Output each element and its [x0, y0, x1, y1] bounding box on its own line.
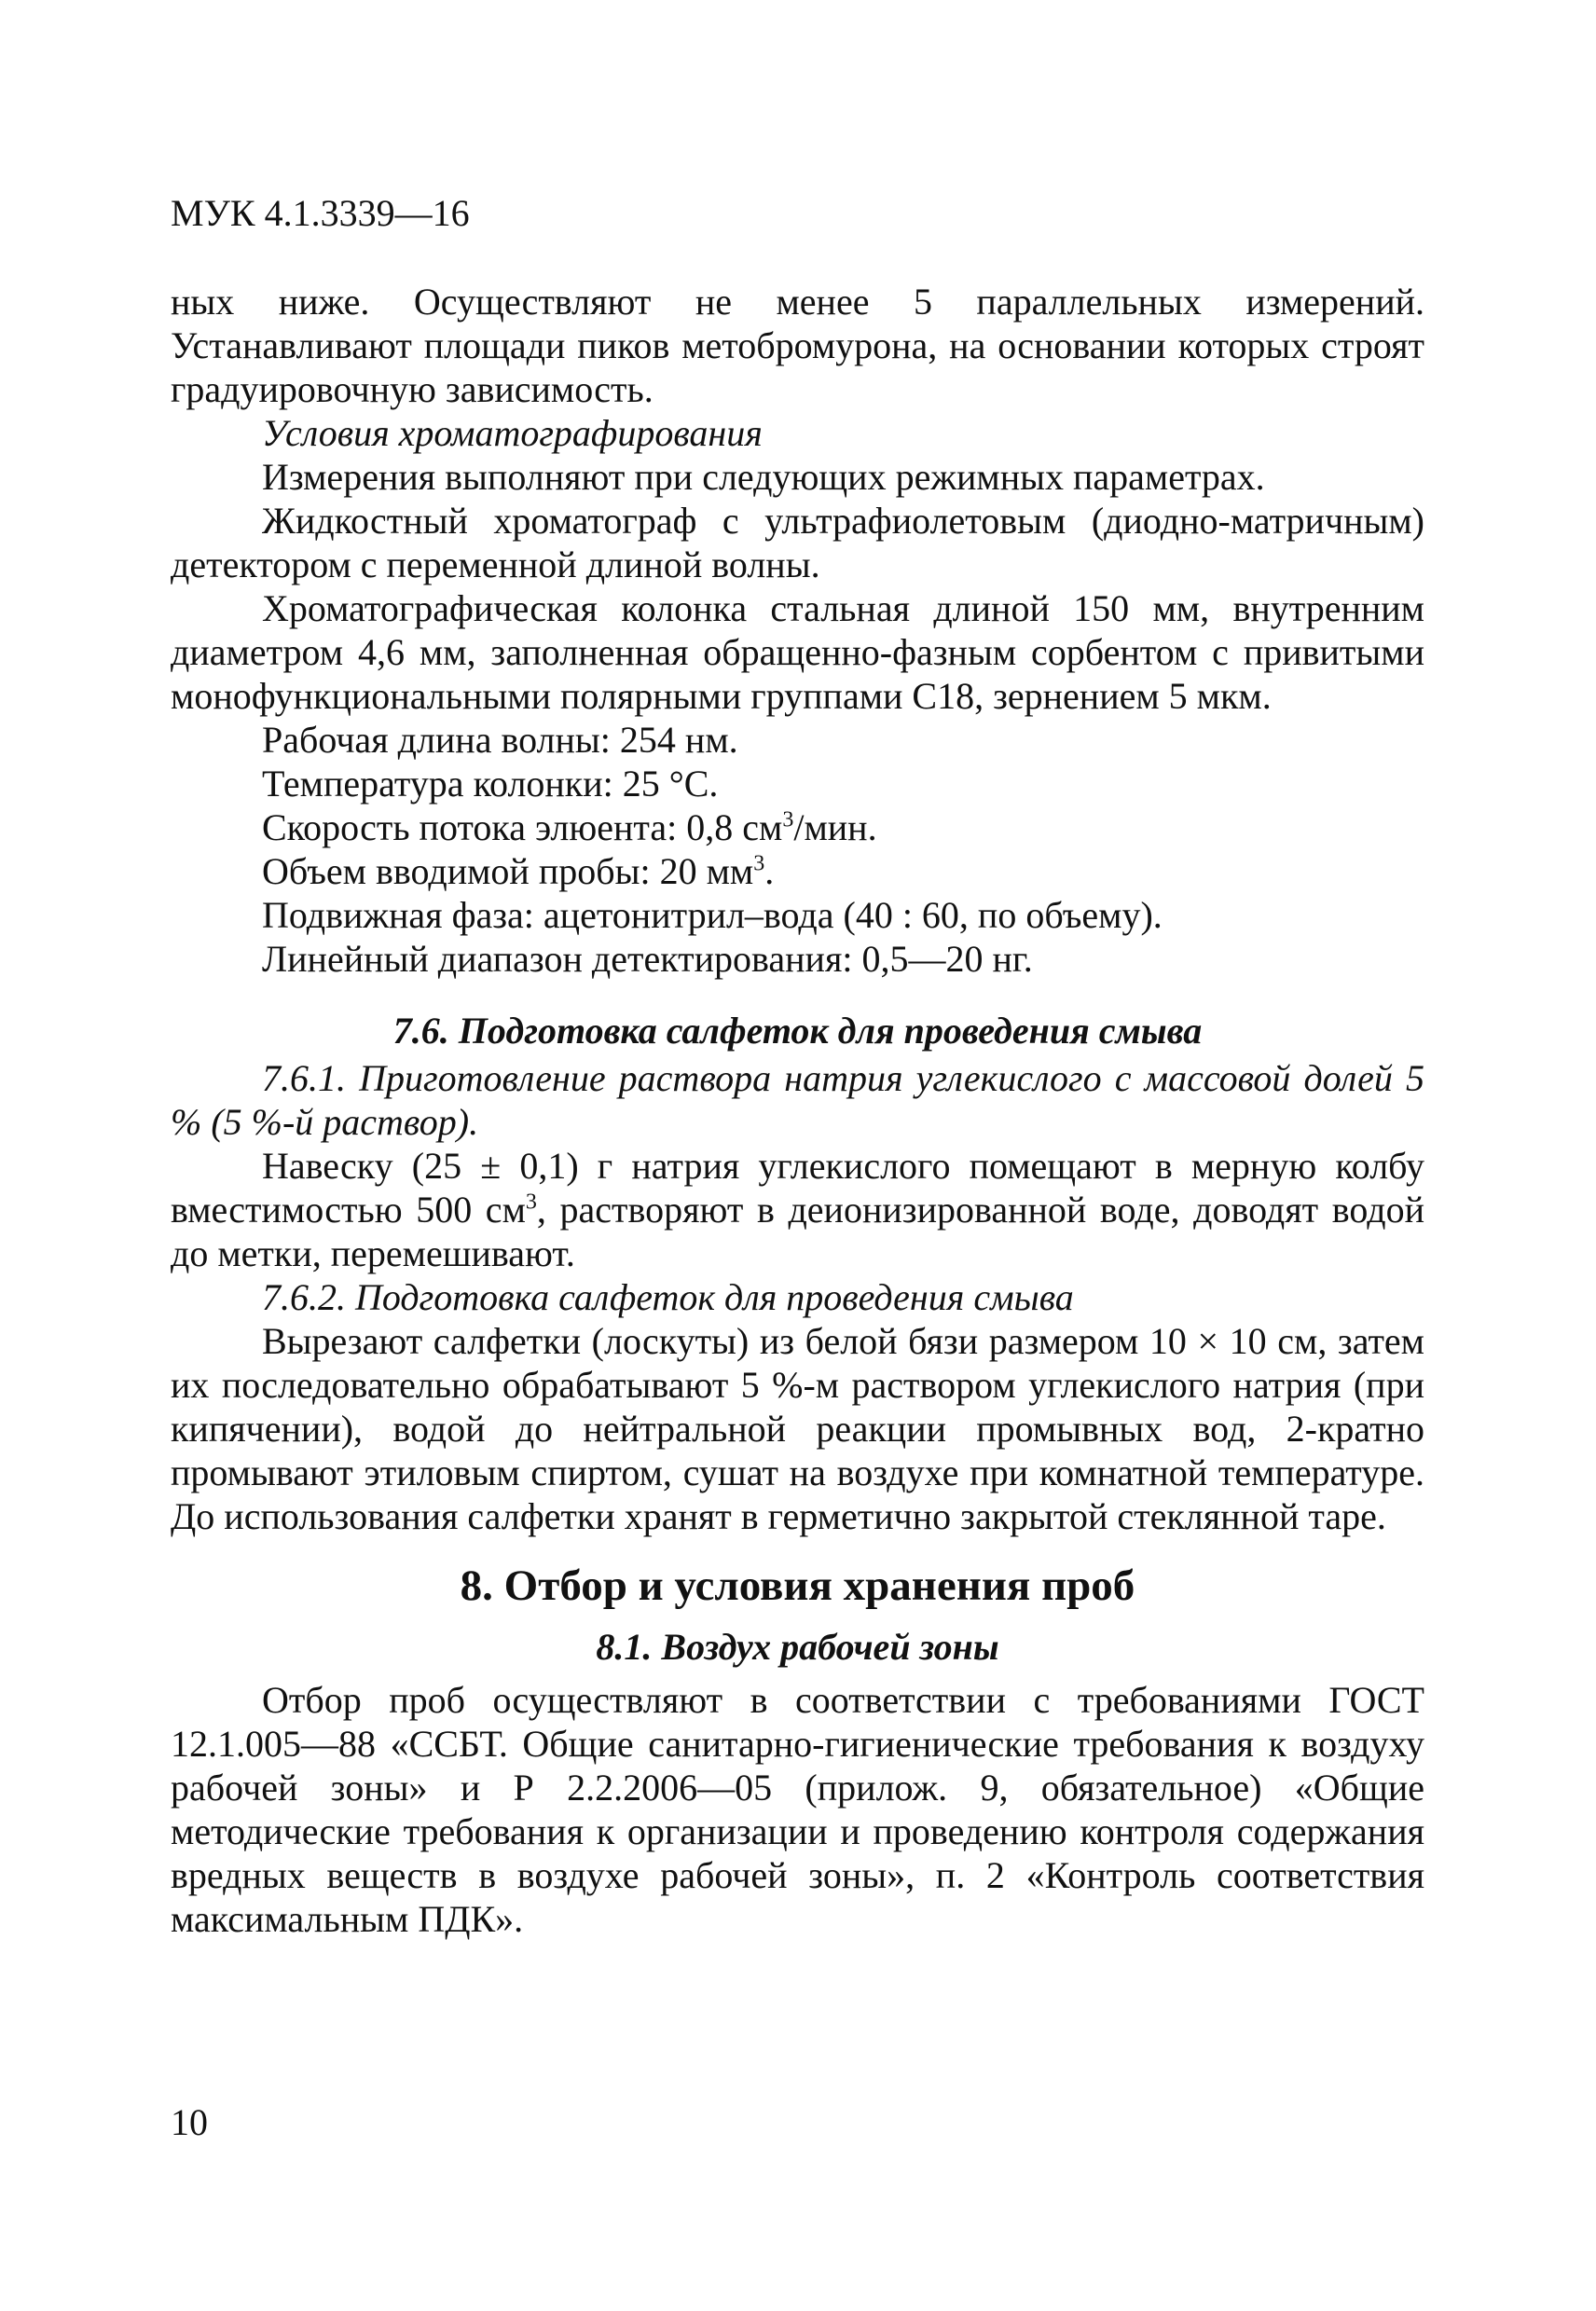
paragraph-column: Хроматографическая колонка стальная длиной 150 мм, внутренним диаметром 4,6 мм, заполненная обращенно-фазным сорбентом с привитыми монофункциональными полярными группами С18, зернением 5 мкм. [171, 587, 1424, 717]
sample-volume-text: Объем вводимой пробы: 20 мм [262, 850, 754, 892]
paragraph-wipes: Вырезают салфетки (лоскуты) из белой бязи размером 10 × 10 см, затем их последовательно обрабатывают 5 %-м раствором углекислого натрия (при кипячении), водой до нейтральной реакции промывных вод, 2-кратно промывают этиловым спиртом, сушат на воздухе при комнатной температуре. До использования салфетки хранят в герметично закрытой стеклянной таре. [171, 1320, 1424, 1537]
sample-volume-end: . [764, 850, 775, 892]
heading-7-6-1: 7.6.1. Приготовление раствора натрия углекислого с массовой долей 5 % (5 %-й раствор). [171, 1057, 1424, 1143]
heading-chromatography-conditions: Условия хроматографирования [262, 412, 763, 454]
paragraph-flow-rate [171, 805, 1424, 849]
flow-rate-superscript: 3 [782, 807, 794, 832]
paragraph-weighing [171, 1144, 1424, 1275]
document-body [171, 280, 1424, 1941]
sample-volume-superscript: 3 [753, 851, 765, 876]
paragraph-linear-range: Линейный диапазон детектирования: 0,5—20 нг. [262, 938, 1033, 980]
paragraph-measurements: ных ниже. Осуществляют не менее 5 параллельных измерений. Устанавливают площади пиков метобромурона, на основании которых строят градуировочную зависимость. [171, 281, 1424, 410]
heading-8-1: 8.1. Воздух рабочей зоны [596, 1626, 999, 1668]
paragraph-wavelength: Рабочая длина волны: 254 нм. [262, 719, 738, 761]
heading-section-8: 8. Отбор и условия хранения проб [460, 1561, 1135, 1610]
paragraph-modes: Измерения выполняют при следующих режимных параметрах. [262, 456, 1265, 498]
page-number: 10 [171, 2101, 208, 2143]
paragraph-mobile-phase: Подвижная фаза: ацетонитрил–вода (40 : 60, по объему). [262, 894, 1163, 936]
weighing-text: Навеску (25 ± 0,1) г натрия углекислого помещают в мерную колбу вместимостью 500 см [171, 1145, 1424, 1231]
paragraph-sample-volume [171, 849, 1424, 893]
document-code-header: МУК 4.1.3339—16 [171, 192, 470, 234]
paragraph-sampling: Отбор проб осуществляют в соответствии с требованиями ГОСТ 12.1.005—88 «ССБТ. Общие санитарно-гигиенические требования к воздуху рабочей зоны» и Р 2.2.2006—05 (прилож. 9, обязательное) «Общие методические требования к организации и проведению контроля содержания вредных веществ в воздухе рабочей зоны», п. 2 «Контроль соответствия максимальным ПДК». [171, 1679, 1424, 1940]
paragraph-chromatograph: Жидкостный хроматограф с ультрафиолетовым (диодно-матричным) детектором с переменной длиной волны. [171, 500, 1424, 585]
weighing-text-end: , растворяют в деионизированной воде, доводят водой до метки, перемешивают. [171, 1189, 1424, 1274]
heading-7-6-2: 7.6.2. Подготовка салфеток для проведения смыва [262, 1276, 1074, 1318]
heading-7-6: 7.6. Подготовка салфеток для проведения смыва [392, 1010, 1203, 1052]
paragraph-column-temperature: Температура колонки: 25 °С. [262, 763, 719, 805]
flow-rate-unit: /мин. [793, 806, 877, 848]
weighing-superscript: 3 [525, 1190, 537, 1215]
flow-rate-text: Скорость потока элюента: 0,8 см [262, 806, 783, 848]
